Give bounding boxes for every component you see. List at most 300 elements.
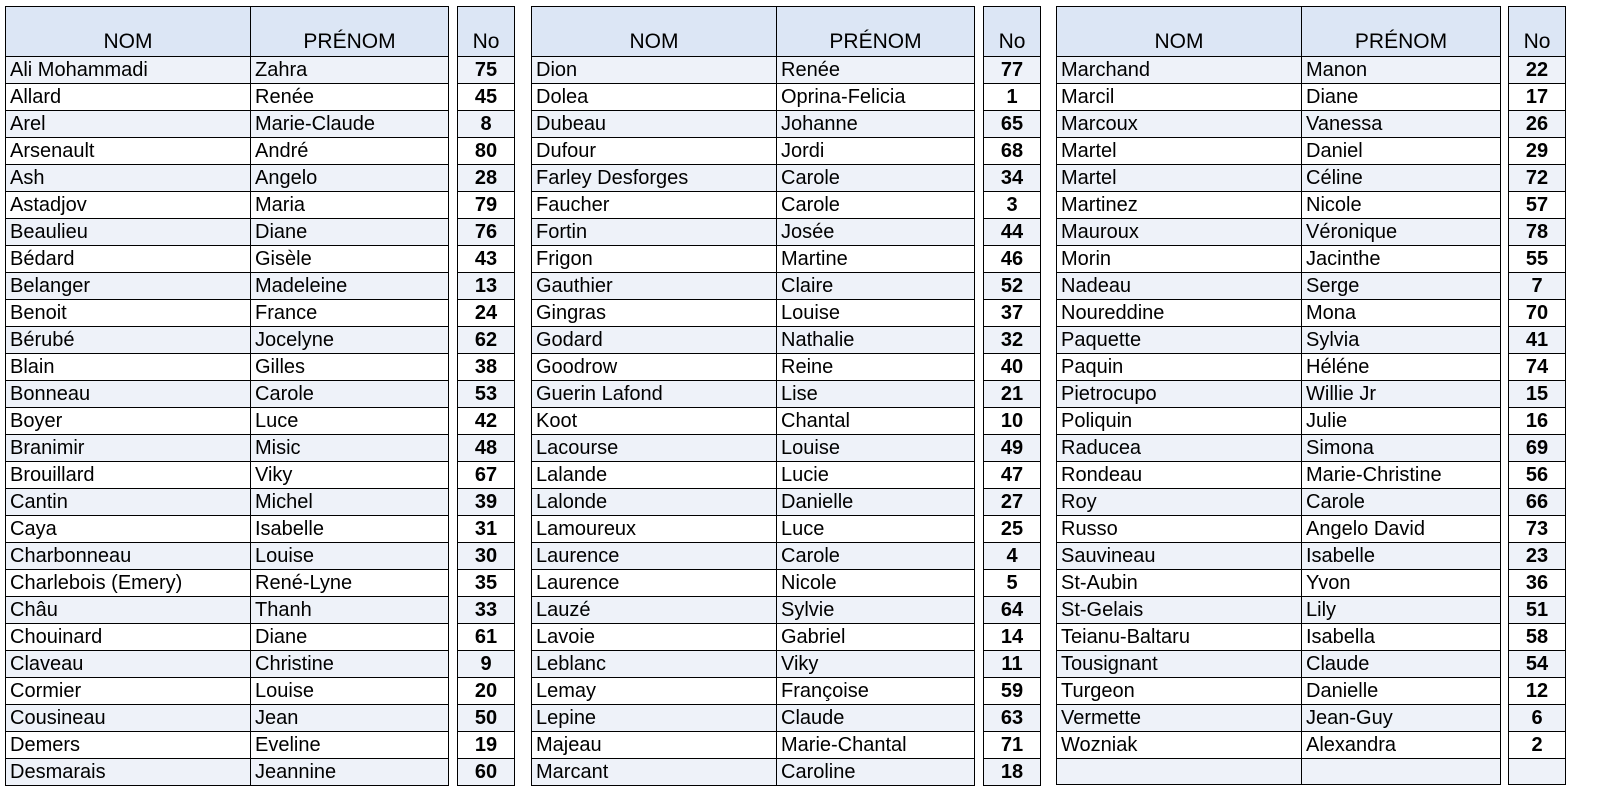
first-name-cell: Luce	[251, 408, 449, 435]
table-row	[532, 354, 975, 381]
table-row	[532, 624, 975, 651]
first-name-cell: Claire	[777, 273, 975, 300]
number-cell: 77	[984, 57, 1041, 84]
last-name-cell: Rondeau	[1057, 462, 1302, 489]
number-cell: 19	[458, 732, 515, 759]
header-prenom: PRÉNOM	[777, 7, 975, 57]
table-row	[1509, 516, 1566, 543]
table-row	[1509, 759, 1566, 785]
last-name-cell: Allard	[6, 84, 251, 111]
table-row	[984, 354, 1041, 381]
table-row	[6, 732, 449, 759]
number-cell: 22	[1509, 57, 1566, 84]
number-cell: 50	[458, 705, 515, 732]
number-cell: 56	[1509, 462, 1566, 489]
table-row	[1057, 84, 1501, 111]
number-cell: 3	[984, 192, 1041, 219]
table-row	[532, 57, 975, 84]
table-row	[532, 408, 975, 435]
header-nom: NOM	[1057, 7, 1302, 57]
first-name-cell: Zahra	[251, 57, 449, 84]
table-row	[458, 192, 515, 219]
last-name-cell: Claveau	[6, 651, 251, 678]
table-row	[1509, 543, 1566, 570]
number-cell: 59	[984, 678, 1041, 705]
last-name-cell: Dion	[532, 57, 777, 84]
number-cell: 69	[1509, 435, 1566, 462]
last-name-cell: Roy	[1057, 489, 1302, 516]
table-row	[1057, 678, 1501, 705]
table-row	[1509, 57, 1566, 84]
table-row	[1509, 300, 1566, 327]
first-name-cell: Christine	[251, 651, 449, 678]
number-cell: 6	[1509, 705, 1566, 732]
table-row	[1509, 381, 1566, 408]
first-name-cell: Diane	[251, 219, 449, 246]
last-name-cell: Caya	[6, 516, 251, 543]
number-cell: 43	[458, 246, 515, 273]
last-name-cell: Paquette	[1057, 327, 1302, 354]
table-row	[984, 516, 1041, 543]
table-row	[1057, 732, 1501, 759]
first-name-cell: Mona	[1302, 300, 1501, 327]
table-row	[984, 300, 1041, 327]
table-row	[1057, 651, 1501, 678]
last-name-cell: Bérubé	[6, 327, 251, 354]
table-row	[458, 57, 515, 84]
first-name-cell: Sylvie	[777, 597, 975, 624]
first-name-cell: Claude	[1302, 651, 1501, 678]
last-name-cell: Gingras	[532, 300, 777, 327]
first-name-cell: Renée	[251, 84, 449, 111]
table-row	[458, 84, 515, 111]
first-name-cell: Viky	[251, 462, 449, 489]
last-name-cell: Lepine	[532, 705, 777, 732]
number-cell: 36	[1509, 570, 1566, 597]
table-row	[1509, 138, 1566, 165]
table-row	[6, 138, 449, 165]
number-cell: 57	[1509, 192, 1566, 219]
table-row	[532, 597, 975, 624]
table-row	[1057, 138, 1501, 165]
last-name-cell: Dolea	[532, 84, 777, 111]
last-name-cell: Pietrocupo	[1057, 381, 1302, 408]
last-name-cell: Benoit	[6, 300, 251, 327]
table-row	[984, 165, 1041, 192]
first-name-cell: Caroline	[777, 759, 975, 786]
number-cell: 17	[1509, 84, 1566, 111]
table-row	[1509, 408, 1566, 435]
table-row	[532, 300, 975, 327]
table-row	[1509, 84, 1566, 111]
number-cell: 48	[458, 435, 515, 462]
last-name-cell: Goodrow	[532, 354, 777, 381]
first-name-cell: Danielle	[777, 489, 975, 516]
number-cell: 8	[458, 111, 515, 138]
first-name-cell: Louise	[777, 300, 975, 327]
table-row	[458, 219, 515, 246]
first-name-cell: Johanne	[777, 111, 975, 138]
last-name-cell: Raducea	[1057, 435, 1302, 462]
table-row	[458, 516, 515, 543]
last-name-cell: Teianu-Baltaru	[1057, 624, 1302, 651]
last-name-cell: Boyer	[6, 408, 251, 435]
header-prenom: PRÉNOM	[1302, 7, 1501, 57]
last-name-cell: Marchand	[1057, 57, 1302, 84]
first-name-cell: Jacinthe	[1302, 246, 1501, 273]
table-row	[1509, 435, 1566, 462]
last-name-cell: Koot	[532, 408, 777, 435]
table-row	[6, 678, 449, 705]
last-name-cell: Beaulieu	[6, 219, 251, 246]
table-row	[6, 300, 449, 327]
number-cell: 49	[984, 435, 1041, 462]
last-name-cell: Branimir	[6, 435, 251, 462]
first-name-cell: Isabelle	[251, 516, 449, 543]
number-cell: 47	[984, 462, 1041, 489]
last-name-cell: Cantin	[6, 489, 251, 516]
last-name-cell: St-Aubin	[1057, 570, 1302, 597]
table-row	[1057, 219, 1501, 246]
first-name-cell: Marie-Claude	[251, 111, 449, 138]
number-cell: 34	[984, 165, 1041, 192]
names-table-3	[1056, 6, 1501, 785]
number-cell: 35	[458, 570, 515, 597]
number-cell: 25	[984, 516, 1041, 543]
last-name-cell: Astadjov	[6, 192, 251, 219]
first-name-cell: Oprina-Felicia	[777, 84, 975, 111]
table-row	[1509, 705, 1566, 732]
last-name-cell: Lacourse	[532, 435, 777, 462]
table-row	[1509, 246, 1566, 273]
number-cell: 53	[458, 381, 515, 408]
table-row	[1057, 300, 1501, 327]
last-name-cell: Desmarais	[6, 759, 251, 786]
first-name-cell: Louise	[251, 678, 449, 705]
last-name-cell: Martinez	[1057, 192, 1302, 219]
last-name-cell: Belanger	[6, 273, 251, 300]
table-row	[984, 111, 1041, 138]
table-row	[532, 165, 975, 192]
table-row	[6, 489, 449, 516]
first-name-cell: André	[251, 138, 449, 165]
table-row	[984, 219, 1041, 246]
last-name-cell: Charlebois (Emery)	[6, 570, 251, 597]
number-cell: 51	[1509, 597, 1566, 624]
number-cell: 46	[984, 246, 1041, 273]
number-cell: 5	[984, 570, 1041, 597]
table-row	[458, 246, 515, 273]
table-row	[984, 651, 1041, 678]
number-cell: 75	[458, 57, 515, 84]
first-name-cell: Daniel	[1302, 138, 1501, 165]
first-name-cell: Madeleine	[251, 273, 449, 300]
number-cell: 12	[1509, 678, 1566, 705]
table-row	[6, 408, 449, 435]
table-row	[1509, 219, 1566, 246]
table-row	[532, 273, 975, 300]
table-row	[1057, 327, 1501, 354]
last-name-cell: Charbonneau	[6, 543, 251, 570]
first-name-cell: Jean	[251, 705, 449, 732]
number-cell: 33	[458, 597, 515, 624]
number-cell: 18	[984, 759, 1041, 786]
table-row	[984, 597, 1041, 624]
table-row	[6, 111, 449, 138]
first-name-cell: Josée	[777, 219, 975, 246]
last-name-cell: Lavoie	[532, 624, 777, 651]
number-cell: 52	[984, 273, 1041, 300]
first-name-cell: Misic	[251, 435, 449, 462]
number-cell: 72	[1509, 165, 1566, 192]
last-name-cell: Turgeon	[1057, 678, 1302, 705]
header-prenom: PRÉNOM	[251, 7, 449, 57]
first-name-cell: Carole	[1302, 489, 1501, 516]
last-name-cell: Dufour	[532, 138, 777, 165]
table-row	[984, 192, 1041, 219]
last-name-cell: Brouillard	[6, 462, 251, 489]
first-name-cell: Diane	[251, 624, 449, 651]
number-cell: 60	[458, 759, 515, 786]
number-cell: 68	[984, 138, 1041, 165]
first-name-cell: Carole	[777, 165, 975, 192]
last-name-cell: Martel	[1057, 165, 1302, 192]
table-row	[532, 84, 975, 111]
last-name-cell: Godard	[532, 327, 777, 354]
numbers-table-3	[1508, 6, 1566, 785]
first-name-cell: Viky	[777, 651, 975, 678]
table-row	[1509, 462, 1566, 489]
table-row	[6, 516, 449, 543]
number-cell: 67	[458, 462, 515, 489]
table-row	[458, 543, 515, 570]
number-cell: 32	[984, 327, 1041, 354]
first-name-cell: Lucie	[777, 462, 975, 489]
table-row	[984, 84, 1041, 111]
first-name-cell: René-Lyne	[251, 570, 449, 597]
table-row	[1509, 570, 1566, 597]
table-row	[1509, 273, 1566, 300]
number-cell: 9	[458, 651, 515, 678]
table-row	[6, 435, 449, 462]
first-name-cell: Manon	[1302, 57, 1501, 84]
table-row	[532, 111, 975, 138]
table-row	[984, 273, 1041, 300]
first-name-cell: Angelo David	[1302, 516, 1501, 543]
first-name-cell: Jordi	[777, 138, 975, 165]
table-row	[1057, 570, 1501, 597]
last-name-cell: Dubeau	[532, 111, 777, 138]
last-name-cell: Lamoureux	[532, 516, 777, 543]
last-name-cell: Laurence	[532, 543, 777, 570]
number-cell: 2	[1509, 732, 1566, 759]
number-cell: 26	[1509, 111, 1566, 138]
first-name-cell: Nathalie	[777, 327, 975, 354]
table-row	[532, 759, 975, 786]
table-row	[532, 651, 975, 678]
first-name-cell: Gabriel	[777, 624, 975, 651]
table-row	[1057, 435, 1501, 462]
table-row	[532, 516, 975, 543]
first-name-cell: Angelo	[251, 165, 449, 192]
table-row	[1509, 651, 1566, 678]
table-row	[458, 138, 515, 165]
number-cell: 66	[1509, 489, 1566, 516]
first-name-cell: Jean-Guy	[1302, 705, 1501, 732]
first-name-cell	[1302, 759, 1501, 785]
first-name-cell: Luce	[777, 516, 975, 543]
table-row	[532, 678, 975, 705]
table-row	[1509, 354, 1566, 381]
number-cell: 16	[1509, 408, 1566, 435]
number-cell: 39	[458, 489, 515, 516]
number-cell: 42	[458, 408, 515, 435]
first-name-cell: Héléne	[1302, 354, 1501, 381]
table-row	[6, 246, 449, 273]
first-name-cell: Julie	[1302, 408, 1501, 435]
table-row	[6, 759, 449, 786]
last-name-cell: Mauroux	[1057, 219, 1302, 246]
number-cell: 13	[458, 273, 515, 300]
table-row	[1057, 111, 1501, 138]
names-table-1	[5, 6, 449, 786]
last-name-cell: Bonneau	[6, 381, 251, 408]
table-row	[6, 462, 449, 489]
table-row	[458, 354, 515, 381]
table-row	[984, 489, 1041, 516]
last-name-cell: Paquin	[1057, 354, 1302, 381]
first-name-cell: Eveline	[251, 732, 449, 759]
table-row	[458, 327, 515, 354]
names-table-2	[531, 6, 975, 786]
table-row	[532, 381, 975, 408]
table-row	[1057, 273, 1501, 300]
last-name-cell: Noureddine	[1057, 300, 1302, 327]
table-row	[458, 597, 515, 624]
first-name-cell: Lily	[1302, 597, 1501, 624]
table-row	[1057, 516, 1501, 543]
last-name-cell: Cousineau	[6, 705, 251, 732]
table-row	[458, 570, 515, 597]
table-row	[1057, 597, 1501, 624]
number-cell: 65	[984, 111, 1041, 138]
table-row	[458, 165, 515, 192]
last-name-cell: Chouinard	[6, 624, 251, 651]
table-row	[984, 759, 1041, 786]
first-name-cell: Jeannine	[251, 759, 449, 786]
first-name-cell: Vanessa	[1302, 111, 1501, 138]
table-row	[1509, 327, 1566, 354]
table-row	[984, 678, 1041, 705]
last-name-cell: Arel	[6, 111, 251, 138]
table-row	[1057, 408, 1501, 435]
first-name-cell: Carole	[777, 543, 975, 570]
first-name-cell: Reine	[777, 354, 975, 381]
last-name-cell: Marcil	[1057, 84, 1302, 111]
last-name-cell: Bédard	[6, 246, 251, 273]
first-name-cell: Renée	[777, 57, 975, 84]
header-no: No	[1509, 7, 1566, 57]
number-cell: 23	[1509, 543, 1566, 570]
table-row	[984, 327, 1041, 354]
last-name-cell: Guerin Lafond	[532, 381, 777, 408]
table-row	[532, 138, 975, 165]
table-row	[532, 732, 975, 759]
first-name-cell: Gisèle	[251, 246, 449, 273]
numbers-table-2	[983, 6, 1041, 786]
table-row	[532, 219, 975, 246]
table-row	[1057, 462, 1501, 489]
number-cell: 31	[458, 516, 515, 543]
first-name-cell: Sylvia	[1302, 327, 1501, 354]
table-row	[6, 354, 449, 381]
last-name-cell: Ali Mohammadi	[6, 57, 251, 84]
table-row	[6, 57, 449, 84]
table-row	[1509, 597, 1566, 624]
last-name-cell: Vermette	[1057, 705, 1302, 732]
table-row	[6, 165, 449, 192]
first-name-cell: Lise	[777, 381, 975, 408]
table-row	[1057, 192, 1501, 219]
table-row	[458, 732, 515, 759]
table-row	[1509, 624, 1566, 651]
first-name-cell: Martine	[777, 246, 975, 273]
table-row	[984, 624, 1041, 651]
table-row	[1057, 57, 1501, 84]
number-cell: 79	[458, 192, 515, 219]
number-cell: 62	[458, 327, 515, 354]
last-name-cell: Laurence	[532, 570, 777, 597]
number-cell: 10	[984, 408, 1041, 435]
table-row	[1057, 489, 1501, 516]
table-row	[1057, 705, 1501, 732]
number-cell: 14	[984, 624, 1041, 651]
table-row	[1057, 543, 1501, 570]
table-row	[6, 327, 449, 354]
table-row	[1057, 381, 1501, 408]
first-name-cell: Gilles	[251, 354, 449, 381]
table-row	[458, 111, 515, 138]
table-row	[1057, 354, 1501, 381]
table-row	[984, 570, 1041, 597]
table-row	[1057, 246, 1501, 273]
number-cell: 55	[1509, 246, 1566, 273]
last-name-cell: Lemay	[532, 678, 777, 705]
table-row	[984, 246, 1041, 273]
table-row	[6, 219, 449, 246]
table-row	[458, 300, 515, 327]
first-name-cell: France	[251, 300, 449, 327]
table-row	[984, 381, 1041, 408]
last-name-cell: Marcoux	[1057, 111, 1302, 138]
table-row	[1509, 192, 1566, 219]
table-row	[984, 462, 1041, 489]
table-row	[6, 624, 449, 651]
first-name-cell: Carole	[251, 381, 449, 408]
table-row	[458, 489, 515, 516]
last-name-cell: Poliquin	[1057, 408, 1302, 435]
first-name-cell: Françoise	[777, 678, 975, 705]
table-row	[984, 435, 1041, 462]
last-name-cell: Morin	[1057, 246, 1302, 273]
number-cell: 11	[984, 651, 1041, 678]
table-row	[458, 705, 515, 732]
last-name-cell: Leblanc	[532, 651, 777, 678]
first-name-cell: Louise	[777, 435, 975, 462]
first-name-cell: Carole	[777, 192, 975, 219]
table-row	[984, 408, 1041, 435]
last-name-cell: Nadeau	[1057, 273, 1302, 300]
